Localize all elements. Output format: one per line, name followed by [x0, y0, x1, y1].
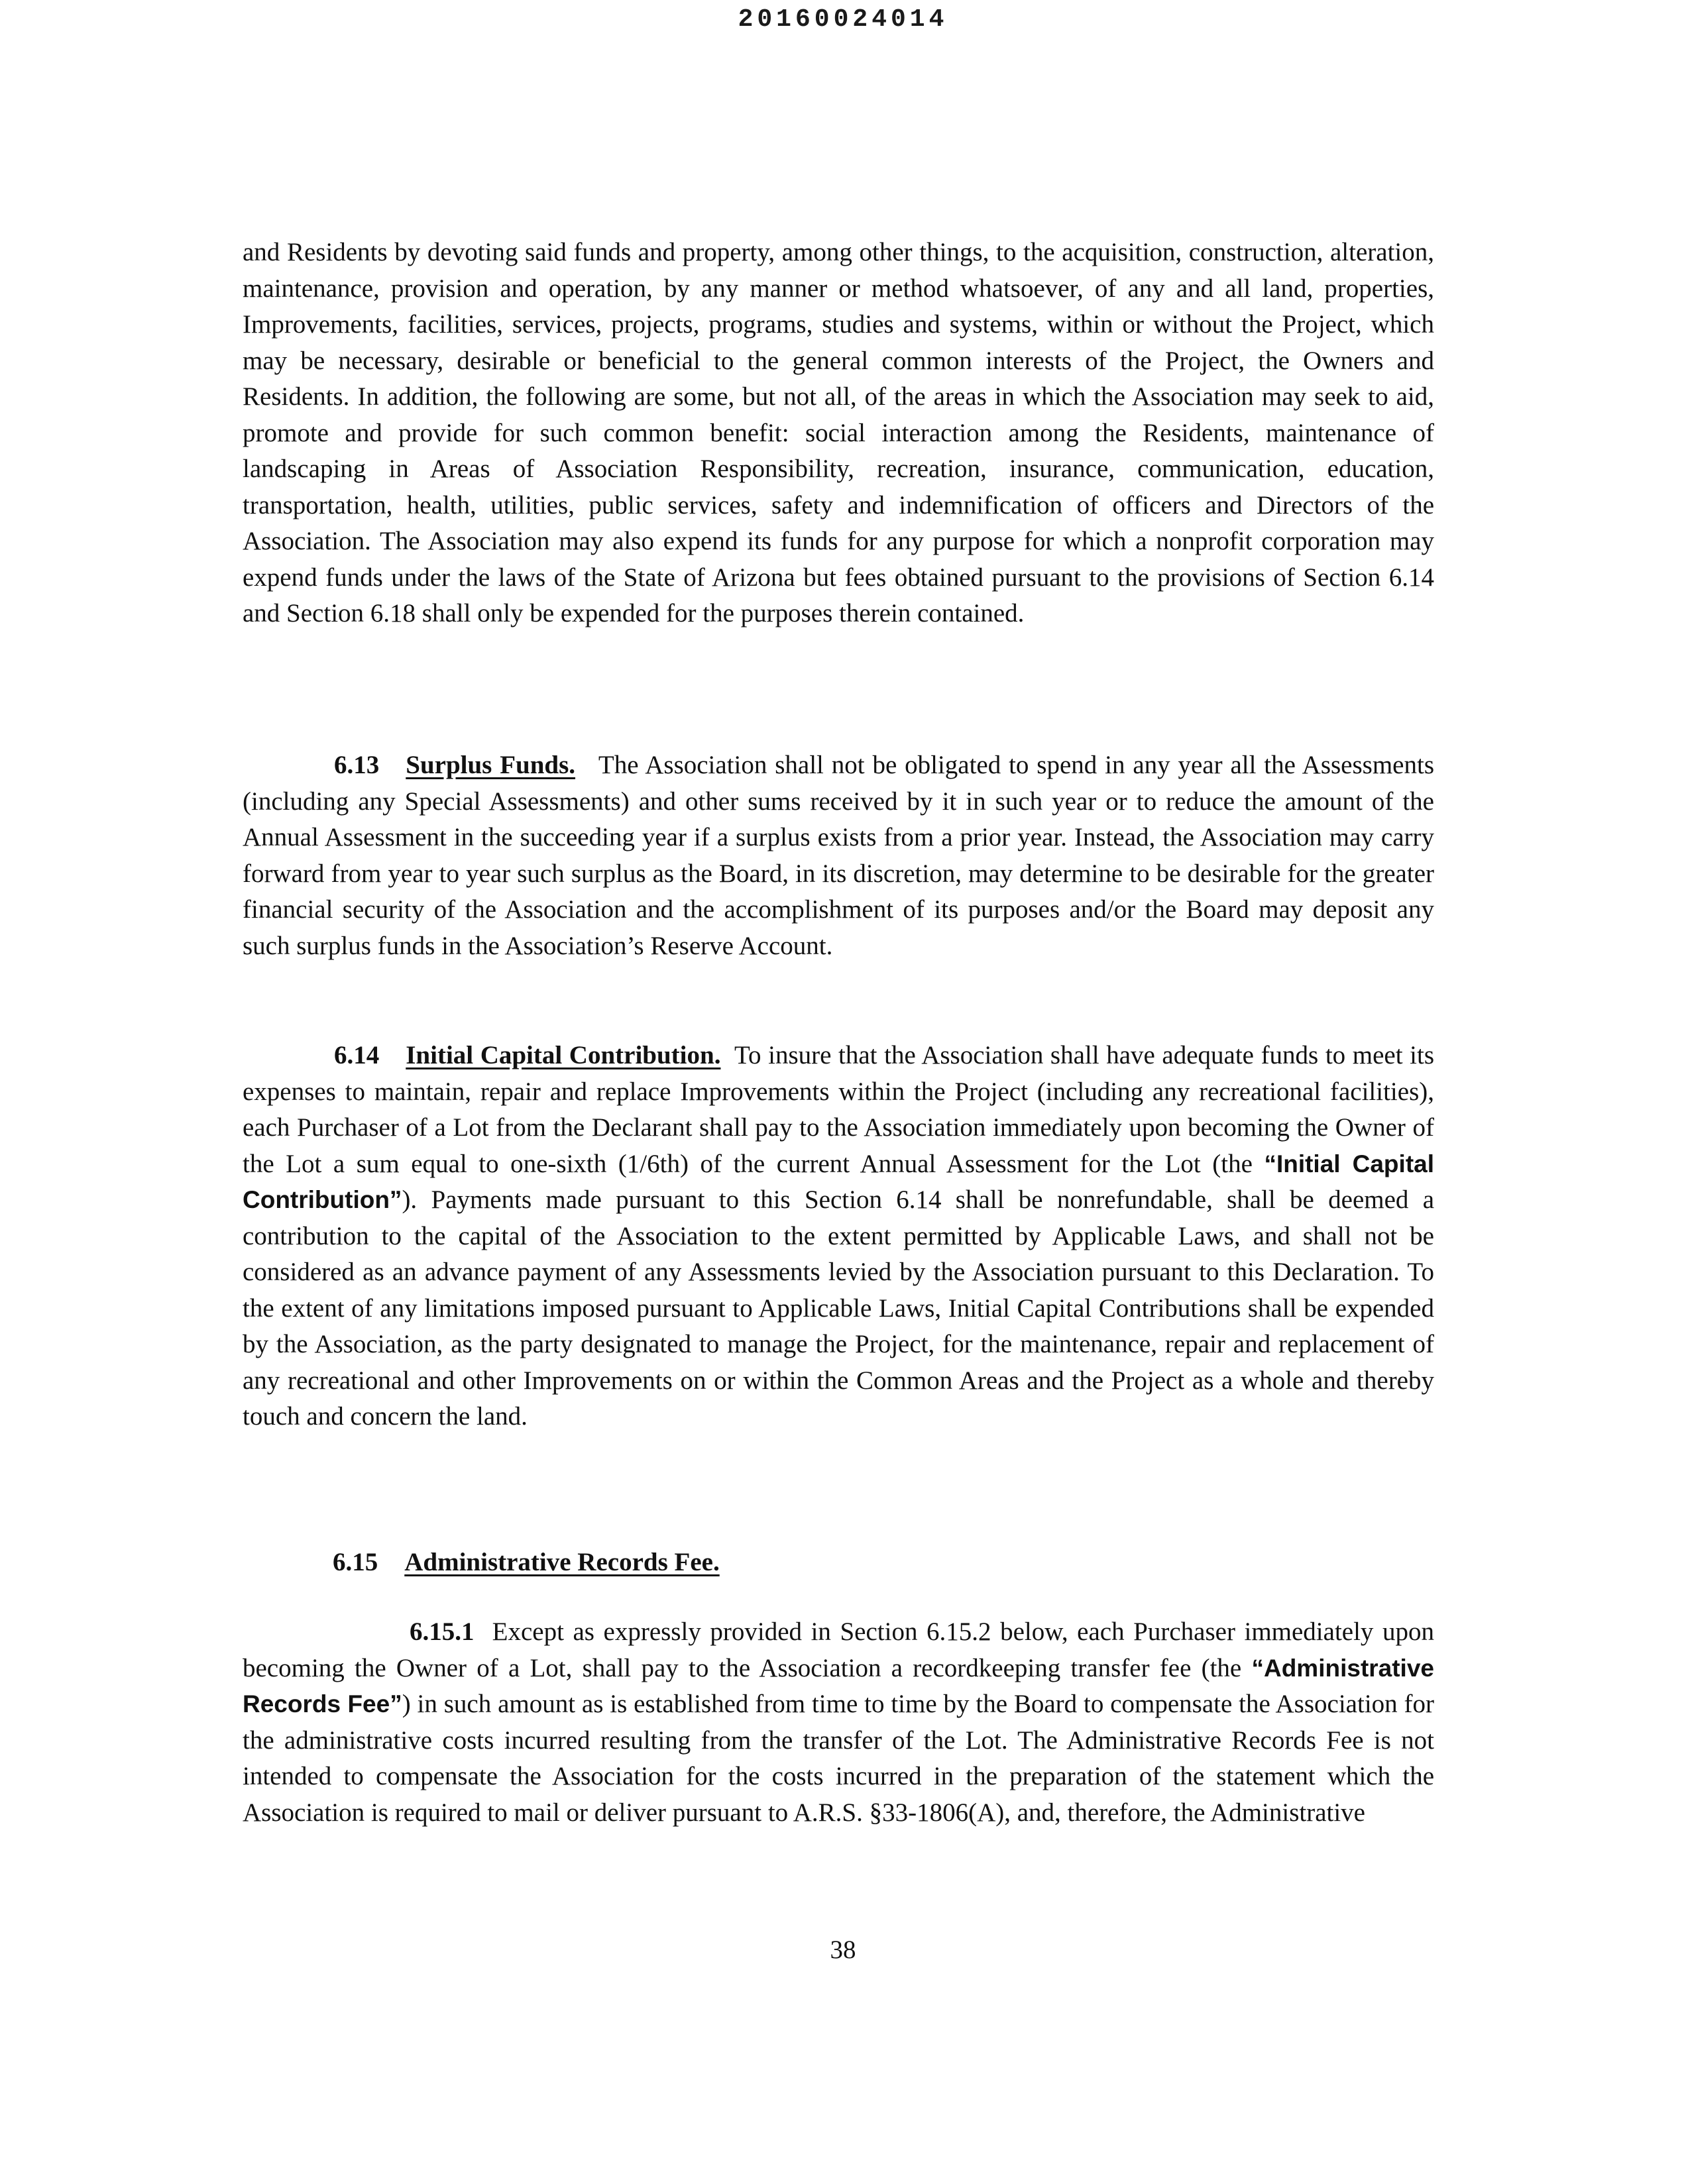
document-number: 20160024014: [738, 5, 948, 34]
section-title: Surplus Funds.: [406, 751, 576, 779]
section-number: 6.15: [333, 1548, 378, 1576]
section-number: 6.13: [334, 751, 380, 779]
section-6-15-1: [243, 1614, 1434, 1831]
paragraph-continuation: and Residents by devoting said funds and property, among other things, to the acquisition, construction, alteration, maintenance, provision and operation, by any manner or method whatsoever, of any and all land, properties, Improvements, facilities, services, projects, programs, studies and systems, within or without the Project, which may be necessary, desirable or beneficial to the general common interests of the Project, the Owners and Residents. In addition, the following are some, but not all, of the areas in which the Association may seek to aid, promote and provide for such common benefit: social interaction among the Residents, maintenance of landscaping in Areas of Association Responsibility, recreation, insurance, communication, education, transportation, health, utilities, public services, safety and indemnification of officers and Directors of the Association. The Association may also expend its funds for any purpose for which a nonprofit corporation may expend funds under the laws of the State of Arizona but fees obtained pursuant to the provisions of Section 6.14 and Section 6.18 shall only be expended for the purposes therein contained.: [243, 238, 1434, 628]
section-text: To insure that the Association shall have adequate funds to meet its expenses to maintain, repair and replace Improvements within the Project (including any recreational facilities), each Purchaser of a Lot from the Declarant shall pay to the Association immediately upon becoming the Owner of the Lot a sum equal to one-sixth (1/6th) of the current Annual Assessment for the Lot (the: [243, 1041, 1434, 1178]
section-number: 6.14: [334, 1041, 380, 1069]
section-6-13: [243, 747, 1434, 964]
section-6-14: [243, 1038, 1434, 1435]
section-text: The Association shall not be obligated to spend in any year all the Assessments (including any Special Assessments) and other sums received by it in such year or to reduce the amount of the Annual Assessment in the succeeding year if a surplus exists from a prior year. Instead, the Association may carry forward from year to year such surplus as the Board, in its discretion, may determine to be desirable for the greater financial security of the Association and the accomplishment of its purposes and/or the Board may deposit any such surplus funds in the Association’s Reserve Account.: [243, 751, 1434, 960]
page-number: 38: [830, 1936, 856, 1964]
defined-term: “Administrative Records Fee”: [243, 1654, 1434, 1718]
section-6-15-heading: [333, 1545, 720, 1580]
section-text-continued: ) in such amount as is established from time to time by the Board to compensate the Association for the administrative costs incurred resulting from the transfer of the Lot. The Administrative Records Fee is not intended to compensate the Association for the costs incurred in the preparation of the statement which the Association is required to mail or deliver pursuant to A.R.S. §33-1806(A), and, therefore, the Administrative: [243, 1690, 1434, 1827]
section-title: Administrative Records Fee.: [404, 1548, 720, 1576]
section-text-continued: ). Payments made pursuant to this Section 6.14 shall be nonrefundable, shall be deemed a contribution to the capital of the Association to the extent permitted by Applicable Laws, and shall not be considered as an advance payment of any Assessments levied by the Association pursuant to this Declaration. To the extent of any limitations imposed pursuant to Applicable Laws, Initial Capital Contributions shall be expended by the Association, as the party designated to manage the Project, for the maintenance, repair and replacement of any recreational and other Improvements on or within the Common Areas and the Project as a whole and thereby touch and concern the land.: [243, 1185, 1434, 1431]
defined-term: “Initial Capital Contribution”: [243, 1150, 1434, 1213]
subsection-number: 6.15.1: [410, 1617, 475, 1646]
section-text: Except as expressly provided in Section 6.15.2 below, each Purchaser immediately upon becoming the Owner of a Lot, shall pay to the Association a recordkeeping transfer fee (the: [243, 1617, 1434, 1682]
section-title: Initial Capital Contribution.: [406, 1041, 721, 1069]
